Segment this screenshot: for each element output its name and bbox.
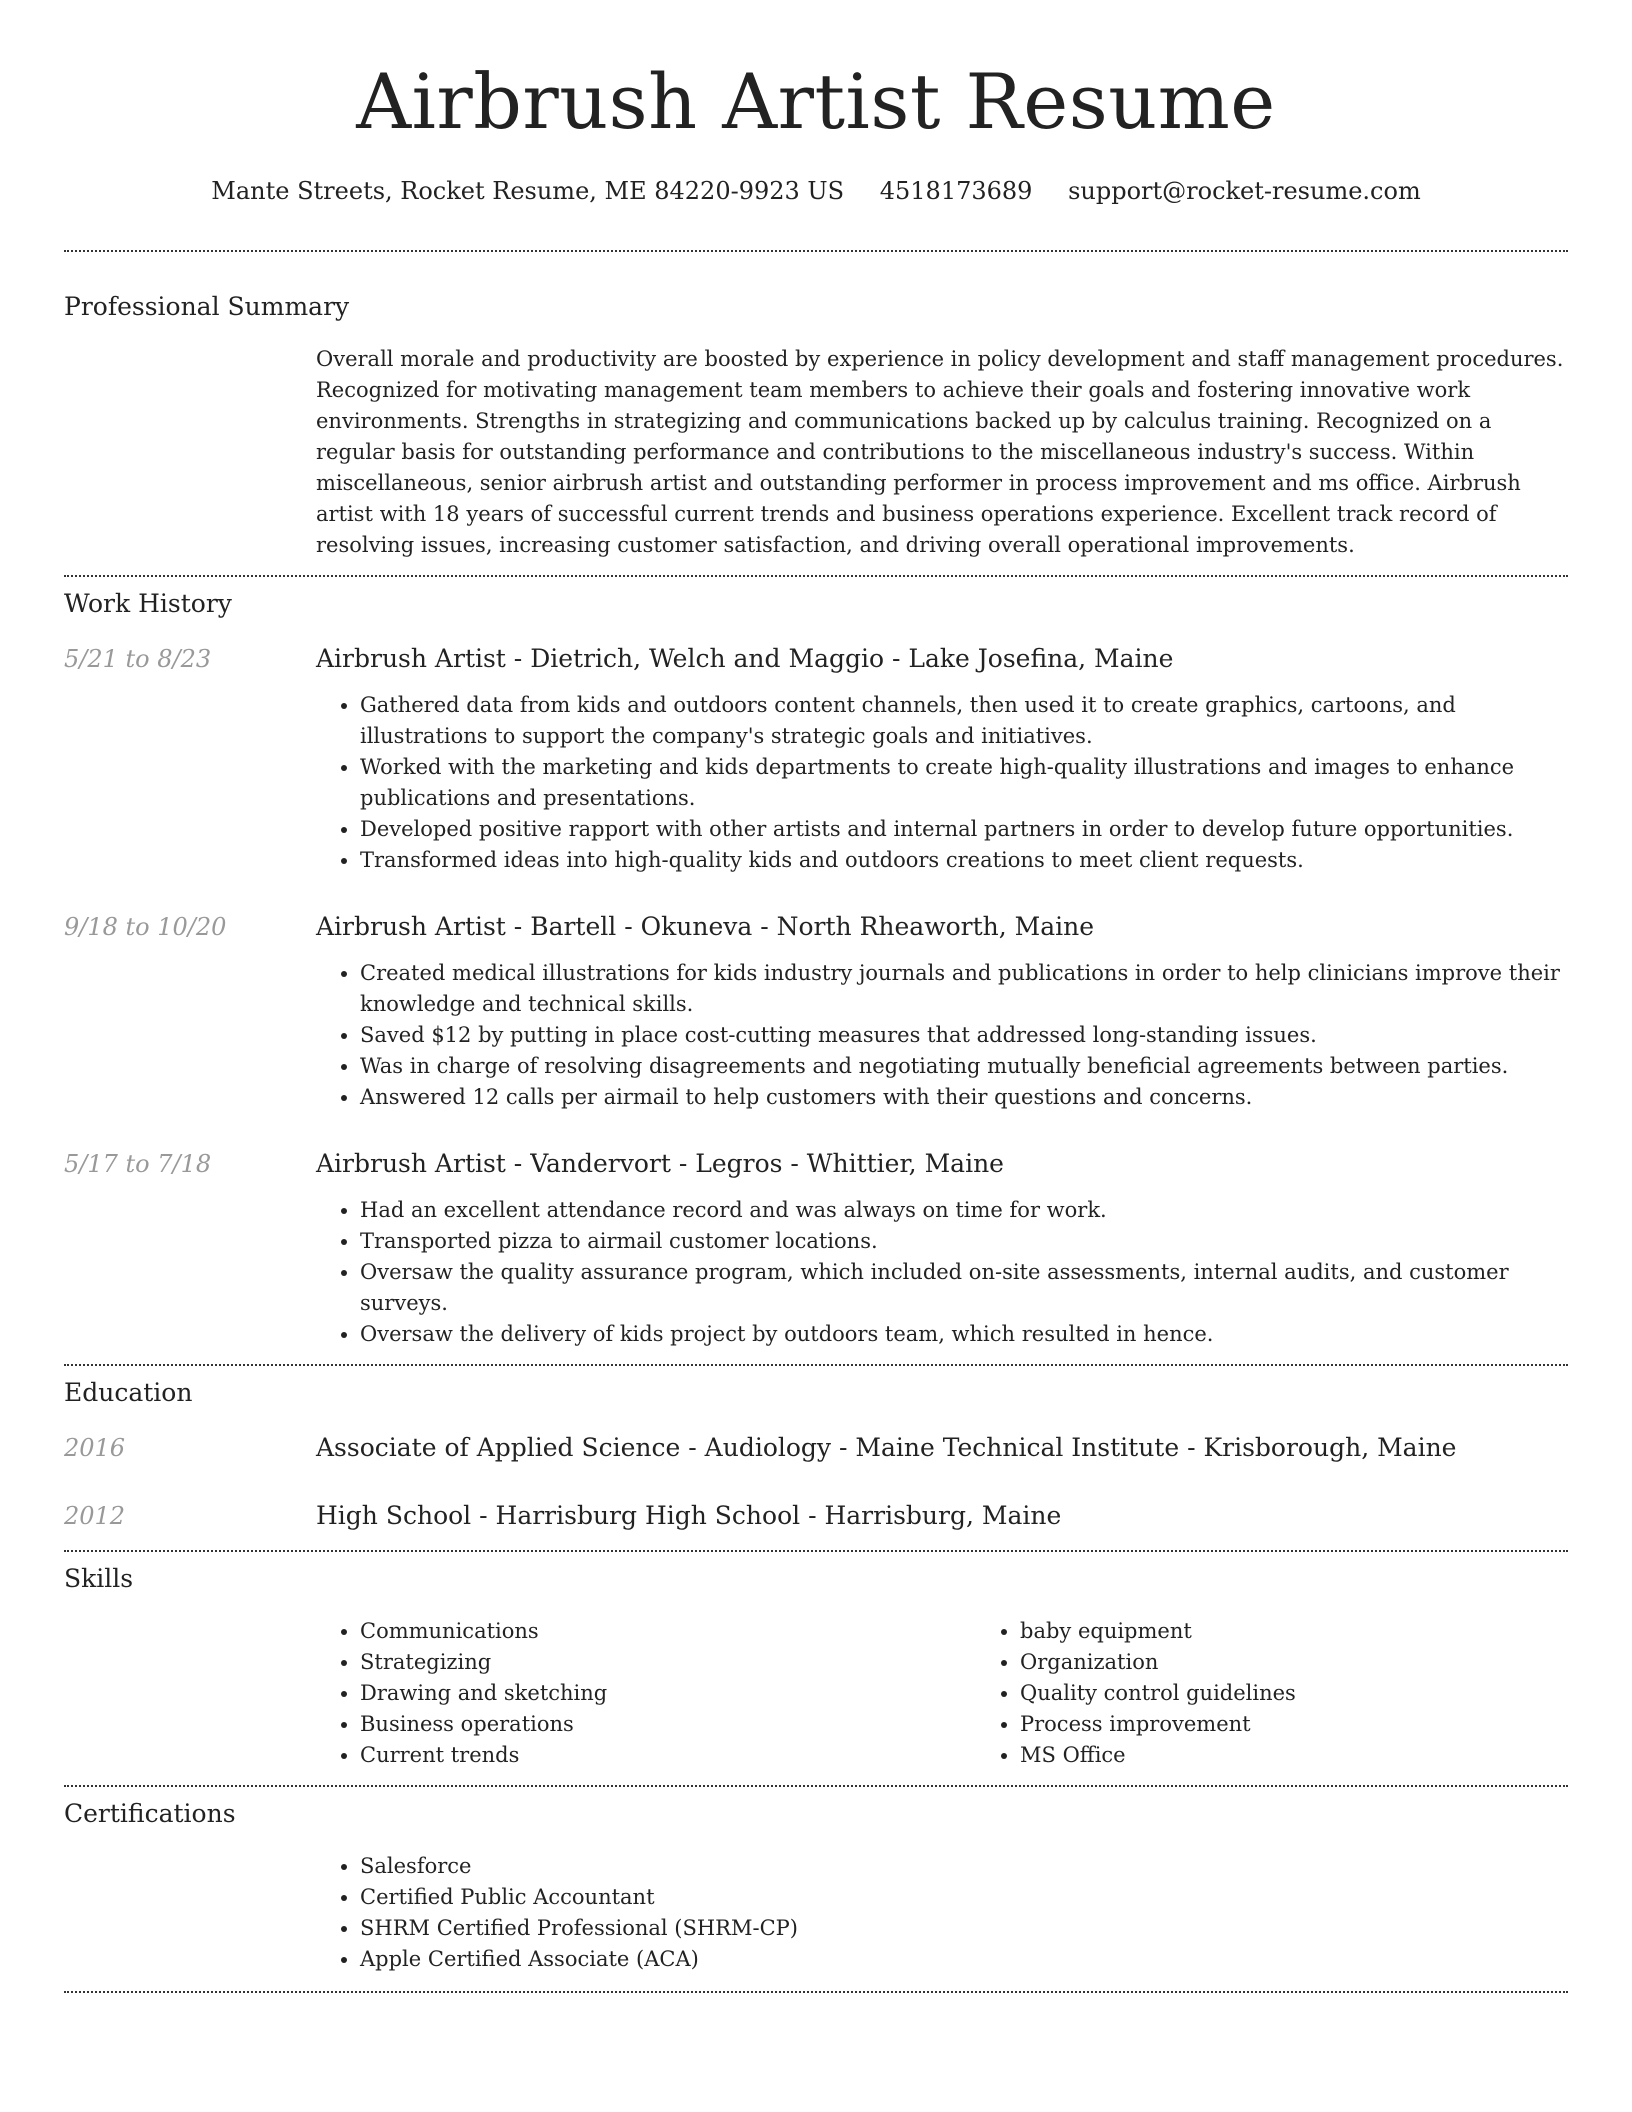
job-bullets (316, 690, 1568, 876)
skills-list-left (316, 1616, 976, 1771)
contact-address: Mante Streets, Rocket Resume, ME 84220-9923 US (211, 177, 845, 205)
job-bullet: • Had an excellent attendance record and was always on time for work. (360, 1195, 1568, 1226)
skills-heading: Skills (64, 1564, 134, 1593)
skill-item: • Communications (360, 1616, 976, 1647)
certifications-heading: Certifications (64, 1799, 236, 1828)
job-bullet: • Worked with the marketing and kids departments to create high-quality illustrations and images to enhance publications and presentations. (360, 752, 1568, 814)
certifications-divider (64, 1991, 1568, 1993)
resume-title: Airbrush Artist Resume (356, 57, 1276, 146)
job-bullet: • Oversaw the delivery of kids project by outdoors team, which resulted in hence. (360, 1319, 1568, 1350)
skill-item: • Current trends (360, 1740, 976, 1771)
job-bullets (316, 958, 1568, 1113)
education-year: 2016 (64, 1434, 126, 1462)
skill-item: • MS Office (1020, 1740, 1632, 1771)
summary-divider (64, 575, 1568, 577)
skill-item: • baby equipment (1020, 1616, 1632, 1647)
skill-item: • Strategizing (360, 1647, 976, 1678)
job-title: Airbrush Artist - Vandervort - Legros - Whittier, Maine (316, 1149, 1004, 1178)
job-bullet: • Gathered data from kids and outdoors content channels, then used it to create graphics, cartoons, and illustrations to support the company's strategic goals and initiatives. (360, 690, 1568, 752)
certifications-section (64, 1797, 1568, 1975)
summary-heading: Professional Summary (64, 292, 350, 321)
work-history-section (64, 587, 1568, 1350)
skill-item: • Organization (1020, 1647, 1632, 1678)
job-dates: 9/18 to 10/20 (64, 913, 227, 941)
job-entry (64, 643, 1568, 876)
education-entry (64, 1500, 1568, 1532)
contact-phone: 4518173689 (879, 177, 1033, 205)
education-year: 2012 (64, 1502, 126, 1530)
education-title: High School - Harrisburg High School - Harrisburg, Maine (316, 1501, 1062, 1530)
job-bullet: • Was in charge of resolving disagreements and negotiating mutually beneficial agreements between parties. (360, 1051, 1568, 1082)
job-bullet: • Saved $12 by putting in place cost-cutting measures that addressed long-standing issues. (360, 1020, 1568, 1051)
skills-list-right (976, 1616, 1632, 1771)
certification-item: • Salesforce (360, 1851, 1568, 1882)
certifications-list (316, 1851, 1568, 1975)
job-title: Airbrush Artist - Bartell - Okuneva - North Rheaworth, Maine (316, 912, 1095, 941)
certification-item: • SHRM Certified Professional (SHRM-CP) (360, 1913, 1568, 1944)
education-section (64, 1376, 1568, 1532)
education-divider (64, 1550, 1568, 1552)
summary-text: Overall morale and productivity are boosted by experience in policy development and staff management procedures. Recognized for motivating management team members to achieve their goals and fostering innovative work environments. Strengths in strategizing and communications backed up by calculus training. Recognized on a regular basis for outstanding performance and contributions to the miscellaneous industry's success. Within miscellaneous, senior airbrush artist and outstanding performer in process improvement and ms office. Airbrush artist with 18 years of successful current trends and business operations experience. Excellent track record of resolving issues, increasing customer satisfaction, and driving overall operational improvements. (316, 347, 1564, 557)
contact-line (64, 174, 1568, 208)
certification-item: • Apple Certified Associate (ACA) (360, 1944, 1568, 1975)
job-bullet: • Transported pizza to airmail customer locations. (360, 1226, 1568, 1257)
job-bullet: • Answered 12 calls per airmail to help customers with their questions and concerns. (360, 1082, 1568, 1113)
skill-item: • Business operations (360, 1709, 976, 1740)
job-bullets (316, 1195, 1568, 1350)
work-history-heading: Work History (64, 589, 232, 618)
skill-item: • Process improvement (1020, 1709, 1632, 1740)
job-entry (64, 1148, 1568, 1350)
job-entry (64, 911, 1568, 1113)
skills-divider (64, 1785, 1568, 1787)
skill-item: • Quality control guidelines (1020, 1678, 1632, 1709)
certification-item: • Certified Public Accountant (360, 1882, 1568, 1913)
job-bullet: • Transformed ideas into high-quality kids and outdoors creations to meet client requests. (360, 845, 1568, 876)
job-dates: 5/17 to 7/18 (64, 1150, 212, 1178)
skill-item: • Drawing and sketching (360, 1678, 976, 1709)
job-bullet: • Oversaw the quality assurance program, which included on-site assessments, internal audits, and customer surveys. (360, 1257, 1568, 1319)
job-title: Airbrush Artist - Dietrich, Welch and Maggio - Lake Josefina, Maine (316, 644, 1174, 673)
education-heading: Education (64, 1378, 193, 1407)
summary-section (64, 290, 1568, 561)
contact-email: support@rocket-resume.com (1068, 177, 1421, 205)
header-divider (64, 250, 1568, 252)
job-bullet: • Developed positive rapport with other artists and internal partners in order to develop future opportunities. (360, 814, 1568, 845)
job-bullet: • Created medical illustrations for kids industry journals and publications in order to help clinicians improve their knowledge and technical skills. (360, 958, 1568, 1020)
work-divider (64, 1364, 1568, 1366)
education-entry (64, 1432, 1568, 1464)
skills-section (64, 1562, 1568, 1771)
job-dates: 5/21 to 8/23 (64, 645, 212, 673)
education-title: Associate of Applied Science - Audiology - Maine Technical Institute - Krisborough, Maine (316, 1433, 1457, 1462)
